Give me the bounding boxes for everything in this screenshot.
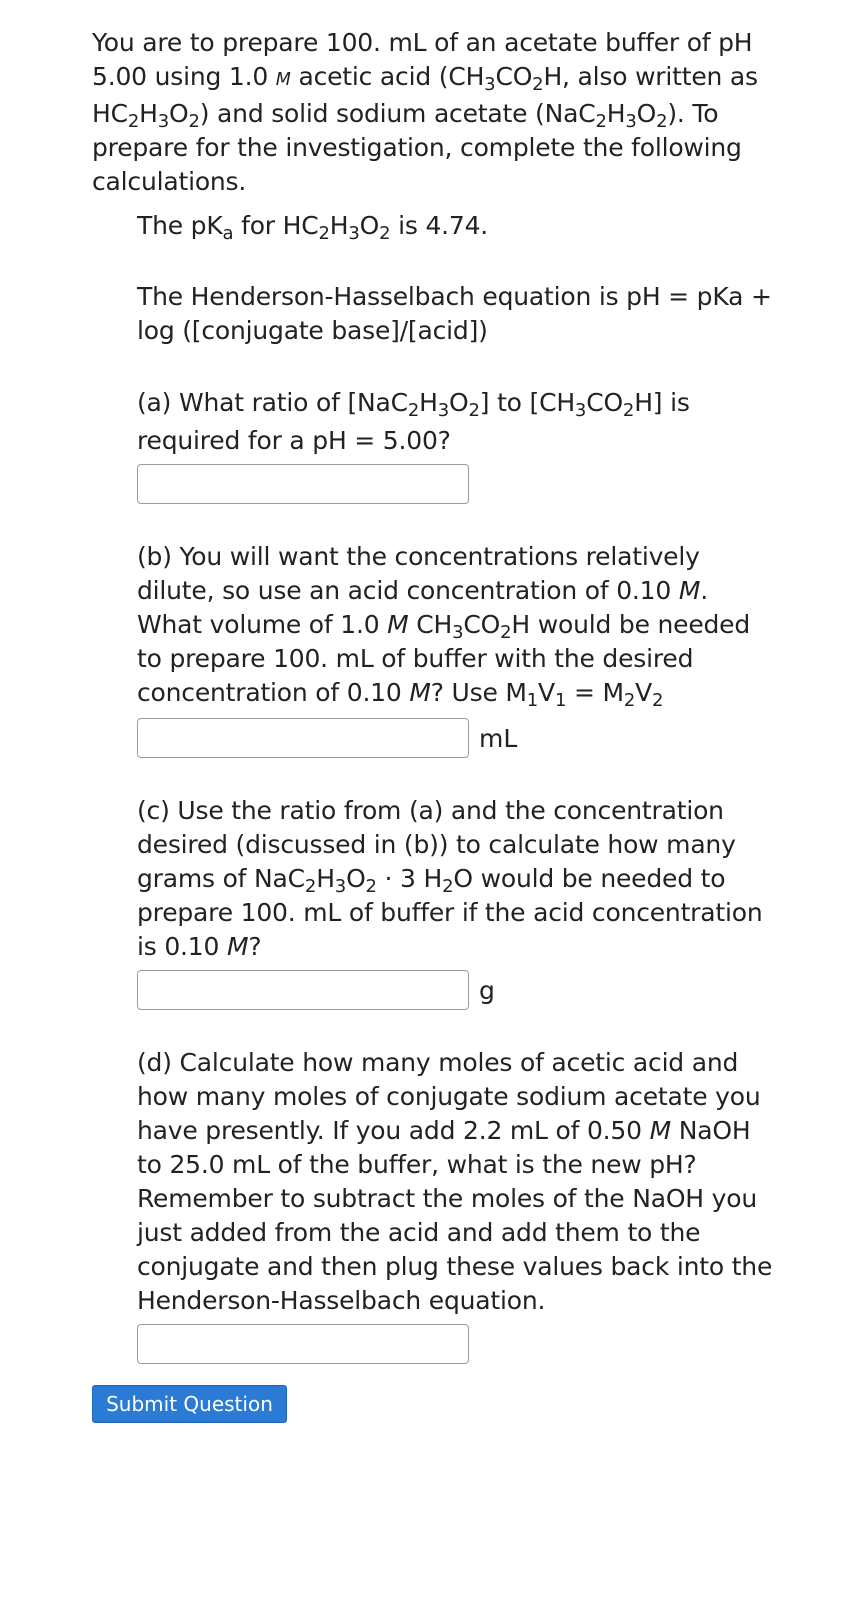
question-content	[92, 26, 782, 1364]
question-d-text: (d) Calculate how many moles of acetic acid and how many moles of conjugate sodium acetate you have presently. If you add 2.2 mL of 0.50 M NaOH to 25.0 mL of the buffer, what is the new pH? Remember to subtract the moles of the NaOH you just added from the acid and add them to the conjugate and then plug these values back into the Henderson-Hasselbach equation.	[137, 1048, 773, 1315]
question-b-answer-input[interactable]	[137, 718, 469, 758]
question-c-answer-input[interactable]	[137, 970, 469, 1010]
question-c-unit-label: g	[479, 975, 495, 1005]
question-a-answer-row	[137, 464, 777, 504]
question-a-answer-input[interactable]	[137, 464, 469, 504]
question-b-answer-row	[137, 718, 777, 758]
question-c-text: (c) Use the ratio from (a) and the concentration desired (discussed in (b)) to calculate how many grams of $NaC_2H_3O_2 \cdot 3$ $H_2O$ would be needed to prepare 100. mL of buffer if the acid concentration is 0.10 M?	[137, 796, 763, 961]
submit-question-button[interactable]: Submit Question	[92, 1385, 287, 1423]
pka-statement: The $pK_a$ for $HC_2H_3O_2$ is 4.74.	[137, 211, 489, 245]
question-d-answer-input[interactable]	[137, 1324, 469, 1364]
question-c-answer-row	[137, 970, 777, 1010]
henderson-hasselbach-statement: The Henderson-Hasselbach equation is pH = pKa + log ([conjugate base]/[acid])	[137, 282, 772, 345]
question-a-text: (a) What ratio of $[NaC_2H_3O_2]$ to $[CH_3CO_2H]$ is required for a pH = 5.00?	[137, 388, 690, 455]
question-b-unit-label: mL	[479, 723, 518, 753]
intro-paragraph: You are to prepare 100. mL of an acetate buffer of pH 5.00 using 1.0 M acetic acid ($CH_3CO_2H$, also written as $HC_2H_3O_2$) and solid sodium acetate $(NaC_2H_3O_2)$. To prepare for the investigation, complete the following calculations.	[92, 28, 758, 196]
question-d-answer-row	[137, 1324, 777, 1364]
question-b-text: (b) You will want the concentrations relatively dilute, so use an acid concentration of 0.10 M. What volume of 1.0 M $CH_3CO_2H$ would be needed to prepare 100. mL of buffer with the desired concentration of 0.10 M? Use $M_1V_1 = M_2V_2$	[137, 542, 751, 712]
